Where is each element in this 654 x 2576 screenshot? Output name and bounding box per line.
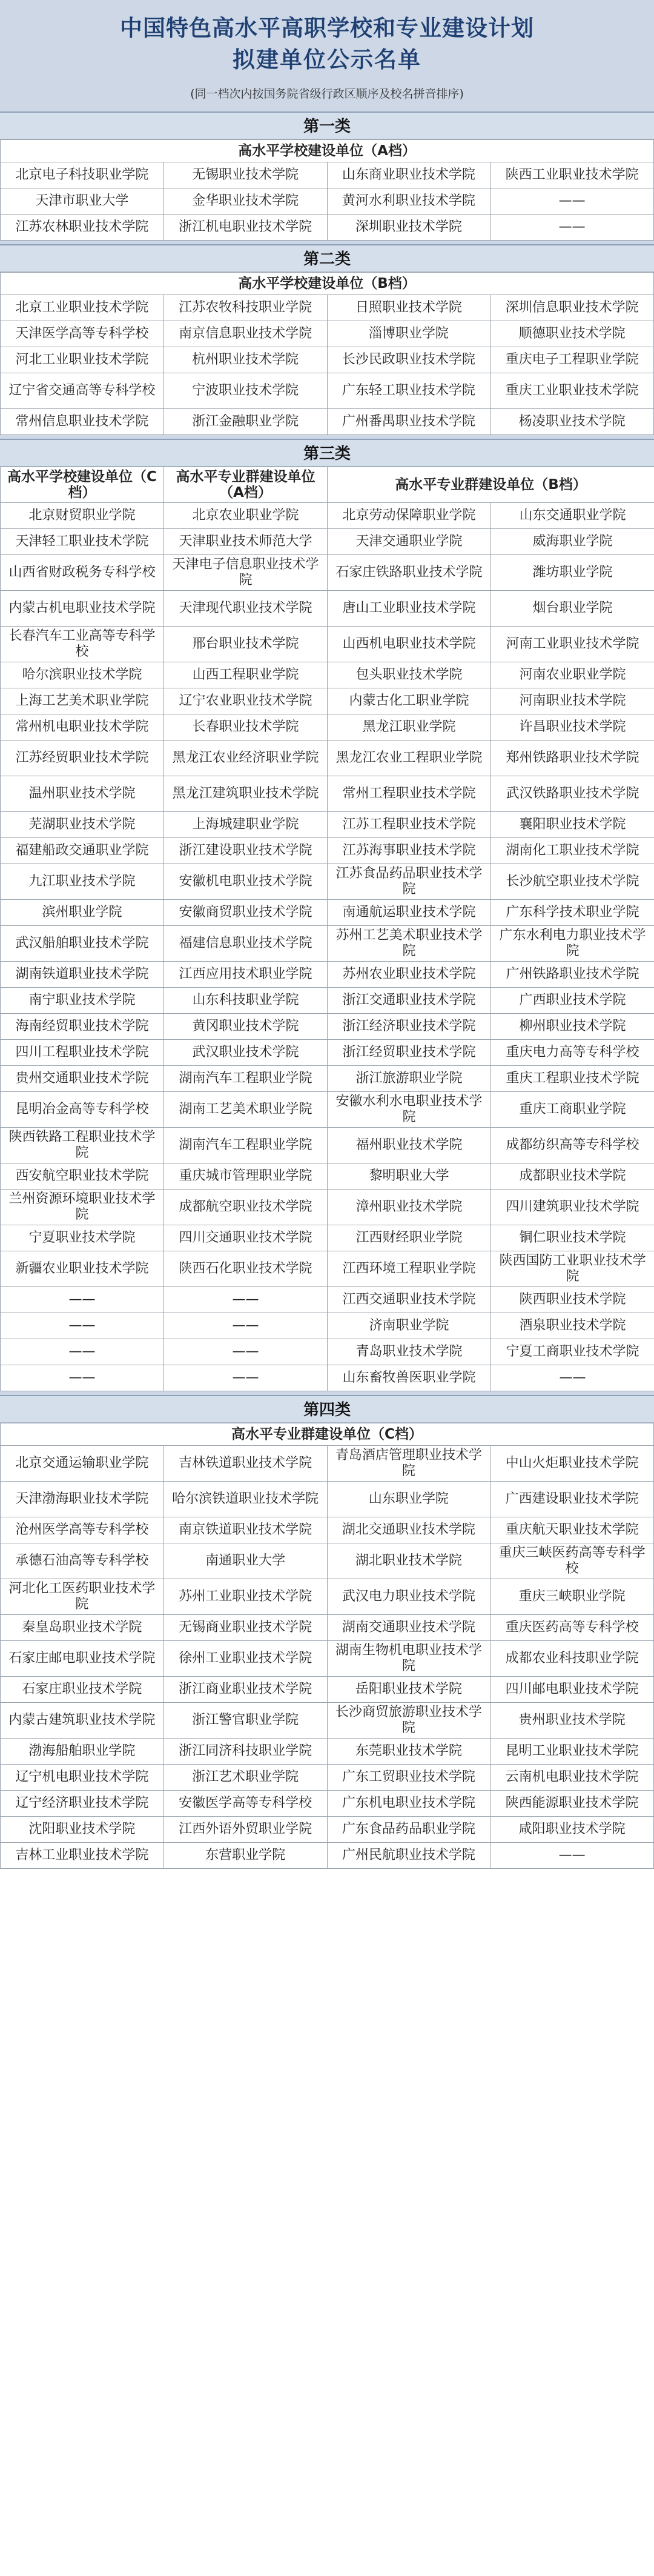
school-name-cell: 江苏工程职业技术学院 [328, 812, 491, 838]
school-name-cell: 浙江交通职业技术学院 [328, 988, 491, 1014]
school-name-cell: 广东轻工职业技术学院 [327, 373, 490, 409]
school-name-cell: 浙江同济科技职业学院 [164, 1739, 327, 1765]
school-name-cell: —— [490, 215, 654, 241]
table-row [1, 1339, 654, 1365]
school-name-cell: 四川交通职业技术学院 [164, 1225, 328, 1251]
table-row [1, 926, 654, 962]
school-name-cell: 浙江商业职业技术学院 [164, 1677, 327, 1703]
school-name-cell: 云南机电职业技术学院 [490, 1765, 654, 1791]
school-name-cell: 许昌职业技术学院 [491, 714, 654, 741]
table-row [1, 373, 654, 409]
school-name-cell: 重庆医药高等专科学校 [490, 1615, 654, 1641]
school-name-cell: 北京财贸职业学院 [1, 503, 164, 529]
school-name-cell: —— [1, 1339, 164, 1365]
school-name-cell: 杨凌职业技术学院 [490, 409, 654, 435]
school-name-cell: 郑州铁路职业技术学院 [491, 741, 654, 776]
school-name-cell: 安徽水利水电职业技术学院 [328, 1092, 491, 1128]
school-name-cell: 湖南铁道职业技术学院 [1, 962, 164, 988]
school-name-cell: 河北化工医药职业技术学院 [1, 1579, 164, 1615]
school-name-cell: 徐州工业职业技术学院 [164, 1641, 327, 1677]
school-name-cell: 长沙民政职业技术学院 [327, 347, 490, 373]
school-name-cell: 广东食品药品职业学院 [327, 1817, 490, 1843]
school-name-cell: 武汉铁路职业技术学院 [491, 776, 654, 812]
school-name-cell: 邢台职业技术学院 [164, 627, 328, 662]
school-name-cell: 湖南交通职业技术学院 [327, 1615, 490, 1641]
school-name-cell: 湖南化工职业技术学院 [491, 838, 654, 864]
school-name-cell: 山东商业职业技术学院 [327, 162, 490, 188]
school-name-cell: 常州工程职业技术学院 [328, 776, 491, 812]
school-name-cell: 岳阳职业技术学院 [327, 1677, 490, 1703]
school-name-cell: 秦皇岛职业技术学院 [1, 1615, 164, 1641]
school-name-cell: 江西财经职业学院 [328, 1225, 491, 1251]
school-name-cell: 四川建筑职业技术学院 [491, 1190, 654, 1225]
table-row [1, 812, 654, 838]
table-cat3 [0, 467, 654, 1391]
school-name-cell: 沈阳职业技术学院 [1, 1817, 164, 1843]
school-name-cell: 武汉电力职业技术学院 [327, 1579, 490, 1615]
table-row [1, 409, 654, 435]
school-name-cell: 深圳职业技术学院 [327, 215, 490, 241]
school-name-cell: 天津电子信息职业技术学院 [164, 555, 328, 591]
table-cat1 [0, 139, 654, 241]
table-body [1, 295, 654, 435]
school-name-cell: 陕西铁路工程职业技术学院 [1, 1128, 164, 1163]
school-name-cell: 济南职业学院 [328, 1313, 491, 1339]
table-row [1, 1313, 654, 1339]
school-name-cell: 深圳信息职业技术学院 [490, 295, 654, 321]
school-name-cell: 长春汽车工业高等专科学校 [1, 627, 164, 662]
table-row [1, 215, 654, 241]
school-name-cell: 南京信息职业技术学院 [164, 321, 327, 347]
school-name-cell: 无锡职业技术学院 [164, 162, 327, 188]
school-name-cell: 重庆城市管理职业学院 [164, 1163, 328, 1190]
table-row [1, 627, 654, 662]
school-name-cell: 咸阳职业技术学院 [490, 1817, 654, 1843]
school-name-cell: 漳州职业技术学院 [328, 1190, 491, 1225]
table-row [1, 295, 654, 321]
school-name-cell: 陕西石化职业技术学院 [164, 1251, 328, 1287]
table-body [1, 503, 654, 1391]
table-row [1, 741, 654, 776]
school-name-cell: 黑龙江职业学院 [328, 714, 491, 741]
table-cat2 [0, 272, 654, 435]
table-row [1, 1677, 654, 1703]
school-name-cell: 铜仁职业技术学院 [491, 1225, 654, 1251]
school-name-cell: 四川工程职业技术学院 [1, 1040, 164, 1066]
school-name-cell: 江西外语外贸职业学院 [164, 1817, 327, 1843]
school-name-cell: 重庆电子工程职业学院 [490, 347, 654, 373]
table-row [1, 1163, 654, 1190]
school-name-cell: 浙江艺术职业学院 [164, 1765, 327, 1791]
table-subheader: 高水平学校建设单位（A档） [1, 140, 654, 162]
table-row [1, 1014, 654, 1040]
table-row [1, 1482, 654, 1517]
school-name-cell: 东莞职业技术学院 [327, 1739, 490, 1765]
school-name-cell: 福建船政交通职业学院 [1, 838, 164, 864]
section-title-cat4: 第四类 [0, 1395, 654, 1423]
school-name-cell: —— [491, 1365, 654, 1391]
school-name-cell: 陕西国防工业职业技术学院 [491, 1251, 654, 1287]
table-subheader: 高水平学校建设单位（B档） [1, 273, 654, 295]
table-row [1, 1579, 654, 1615]
school-name-cell: 安徽医学高等专科学校 [164, 1791, 327, 1817]
school-name-cell: 黑龙江建筑职业技术学院 [164, 776, 328, 812]
table-row [1, 1446, 654, 1482]
school-name-cell: 内蒙古化工职业学院 [328, 688, 491, 714]
table-row [1, 900, 654, 926]
school-name-cell: 福建信息职业技术学院 [164, 926, 328, 962]
school-name-cell: 哈尔滨职业技术学院 [1, 662, 164, 688]
school-name-cell: 安徽商贸职业技术学院 [164, 900, 328, 926]
school-name-cell: 陕西职业技术学院 [491, 1287, 654, 1313]
school-name-cell: 长沙航空职业技术学院 [491, 864, 654, 900]
table-row [1, 1517, 654, 1543]
school-name-cell: 常州机电职业技术学院 [1, 714, 164, 741]
school-name-cell: 浙江金融职业学院 [164, 409, 327, 435]
school-name-cell: 辽宁经济职业技术学院 [1, 1791, 164, 1817]
table-row [1, 1791, 654, 1817]
school-name-cell: 天津医学高等专科学校 [1, 321, 164, 347]
school-name-cell: 湖北交通职业技术学院 [327, 1517, 490, 1543]
school-name-cell: 中山火炬职业技术学院 [490, 1446, 654, 1482]
table-body [1, 1446, 654, 1869]
school-name-cell: 江苏经贸职业技术学院 [1, 741, 164, 776]
school-name-cell: 黑龙江农业经济职业学院 [164, 741, 328, 776]
school-name-cell: 宁波职业技术学院 [164, 373, 327, 409]
school-name-cell: 顺德职业技术学院 [490, 321, 654, 347]
school-name-cell: 山东畜牧兽医职业学院 [328, 1365, 491, 1391]
school-name-cell: 新疆农业职业技术学院 [1, 1251, 164, 1287]
school-name-cell: 常州信息职业技术学院 [1, 409, 164, 435]
school-name-cell: 成都农业科技职业学院 [490, 1641, 654, 1677]
school-name-cell: 兰州资源环境职业技术学院 [1, 1190, 164, 1225]
school-name-cell: 重庆航天职业技术学院 [490, 1517, 654, 1543]
school-name-cell: 辽宁农业职业技术学院 [164, 688, 328, 714]
table-row [1, 714, 654, 741]
school-name-cell: 浙江机电职业技术学院 [164, 215, 327, 241]
school-name-cell: 重庆工业职业技术学院 [490, 373, 654, 409]
school-name-cell: 威海职业学院 [491, 529, 654, 555]
school-name-cell: 江西应用技术职业学院 [164, 962, 328, 988]
school-name-cell: —— [164, 1339, 328, 1365]
school-name-cell: —— [1, 1313, 164, 1339]
table-row [1, 1739, 654, 1765]
table-row [1, 962, 654, 988]
school-name-cell: 辽宁省交通高等专科学校 [1, 373, 164, 409]
table-row [1, 688, 654, 714]
school-name-cell: 浙江警官职业学院 [164, 1703, 327, 1739]
table-row [1, 1543, 654, 1579]
table-body [1, 162, 654, 241]
school-name-cell: 黎明职业大学 [328, 1163, 491, 1190]
school-name-cell: 内蒙古建筑职业技术学院 [1, 1703, 164, 1739]
table-row [1, 591, 654, 627]
school-name-cell: 苏州工艺美术职业技术学院 [328, 926, 491, 962]
school-name-cell: 陕西能源职业技术学院 [490, 1791, 654, 1817]
school-name-cell: 山西机电职业技术学院 [328, 627, 491, 662]
school-name-cell: 湖北职业技术学院 [327, 1543, 490, 1579]
school-name-cell: 山西省财政税务专科学校 [1, 555, 164, 591]
school-name-cell: 上海城建职业学院 [164, 812, 328, 838]
table-row [1, 1128, 654, 1163]
school-name-cell: 天津交通职业学院 [328, 529, 491, 555]
school-name-cell: 重庆三峡医药高等专科学校 [490, 1543, 654, 1579]
school-name-cell: 广西建设职业技术学院 [490, 1482, 654, 1517]
school-name-cell: 上海工艺美术职业学院 [1, 688, 164, 714]
title-line-1: 中国特色高水平高职学校和专业建设计划 [120, 15, 534, 41]
table-row [1, 1190, 654, 1225]
school-name-cell: 北京农业职业学院 [164, 503, 328, 529]
table-subheader: 高水平专业群建设单位（C档） [1, 1423, 654, 1446]
school-name-cell: 湖南汽车工程职业学院 [164, 1128, 328, 1163]
table-row [1, 321, 654, 347]
column-header-c: 高水平学校建设单位（C档） [1, 467, 164, 503]
school-name-cell: 河南职业技术学院 [491, 688, 654, 714]
school-name-cell: 淄博职业学院 [327, 321, 490, 347]
school-name-cell: 石家庄职业技术学院 [1, 1677, 164, 1703]
school-name-cell: 广东科学技术职业学院 [491, 900, 654, 926]
school-name-cell: 浙江经济职业技术学院 [328, 1014, 491, 1040]
school-name-cell: —— [1, 1365, 164, 1391]
table-row [1, 1287, 654, 1313]
school-name-cell: 石家庄铁路职业技术学院 [328, 555, 491, 591]
school-name-cell: 山东交通职业学院 [491, 503, 654, 529]
school-name-cell: 长春职业技术学院 [164, 714, 328, 741]
school-name-cell: —— [1, 1287, 164, 1313]
table-row [1, 188, 654, 215]
table-row [1, 1225, 654, 1251]
school-name-cell: 吉林铁道职业技术学院 [164, 1446, 327, 1482]
school-name-cell: 天津轻工职业技术学院 [1, 529, 164, 555]
school-name-cell: 西安航空职业技术学院 [1, 1163, 164, 1190]
section-title-cat1: 第一类 [0, 111, 654, 139]
school-name-cell: 广西职业技术学院 [491, 988, 654, 1014]
school-name-cell: 宁夏工商职业技术学院 [491, 1339, 654, 1365]
school-name-cell: 江苏农林职业技术学院 [1, 215, 164, 241]
table-row [1, 1615, 654, 1641]
school-name-cell: 海南经贸职业技术学院 [1, 1014, 164, 1040]
school-name-cell: 武汉船舶职业技术学院 [1, 926, 164, 962]
table-row [1, 1040, 654, 1066]
title-line-2: 拟建单位公示名单 [233, 47, 421, 73]
school-name-cell: 成都纺织高等专科学校 [491, 1128, 654, 1163]
school-name-cell: 包头职业技术学院 [328, 662, 491, 688]
school-name-cell: 昆明工业职业技术学院 [490, 1739, 654, 1765]
school-name-cell: 天津职业技术师范大学 [164, 529, 328, 555]
school-name-cell: 烟台职业学院 [491, 591, 654, 627]
school-name-cell: 广州番禺职业技术学院 [327, 409, 490, 435]
school-name-cell: —— [164, 1365, 328, 1391]
school-name-cell: 滨州职业学院 [1, 900, 164, 926]
school-name-cell: 昆明冶金高等专科学校 [1, 1092, 164, 1128]
school-name-cell: 福州职业技术学院 [328, 1128, 491, 1163]
school-name-cell: 襄阳职业技术学院 [491, 812, 654, 838]
school-name-cell: 贵州职业技术学院 [490, 1703, 654, 1739]
school-name-cell: 广州民航职业技术学院 [327, 1843, 490, 1869]
school-name-cell: 北京劳动保障职业学院 [328, 503, 491, 529]
school-name-cell: 石家庄邮电职业技术学院 [1, 1641, 164, 1677]
school-name-cell: 温州职业技术学院 [1, 776, 164, 812]
school-name-cell: 天津市职业大学 [1, 188, 164, 215]
school-name-cell: 河南工业职业技术学院 [491, 627, 654, 662]
table-row [1, 555, 654, 591]
school-name-cell: 黄冈职业技术学院 [164, 1014, 328, 1040]
school-name-cell: —— [490, 1843, 654, 1869]
table-row [1, 1641, 654, 1677]
school-name-cell: 广东机电职业技术学院 [327, 1791, 490, 1817]
school-name-cell: 承德石油高等专科学校 [1, 1543, 164, 1579]
school-name-cell: 山东职业学院 [327, 1482, 490, 1517]
table-row [1, 1765, 654, 1791]
school-name-cell: 九江职业技术学院 [1, 864, 164, 900]
school-name-cell: 南通航运职业技术学院 [328, 900, 491, 926]
school-name-cell: 江苏农牧科技职业学院 [164, 295, 327, 321]
school-name-cell: 广东工贸职业技术学院 [327, 1765, 490, 1791]
school-name-cell: —— [490, 188, 654, 215]
table-row [1, 662, 654, 688]
table-row [1, 838, 654, 864]
ordering-note: (同一档次内按国务院省级行政区顺序及校名拼音排序) [190, 87, 464, 101]
school-name-cell: —— [164, 1313, 328, 1339]
table-row [1, 864, 654, 900]
school-name-cell: 杭州职业技术学院 [164, 347, 327, 373]
school-name-cell: 天津渤海职业技术学院 [1, 1482, 164, 1517]
school-name-cell: 江西交通职业技术学院 [328, 1287, 491, 1313]
school-name-cell: 南京铁道职业技术学院 [164, 1517, 327, 1543]
table-row [1, 347, 654, 373]
school-name-cell: 芜湖职业技术学院 [1, 812, 164, 838]
table-row [1, 776, 654, 812]
school-name-cell: 浙江旅游职业学院 [328, 1066, 491, 1092]
school-name-cell: 北京工业职业技术学院 [1, 295, 164, 321]
school-name-cell: 山西工程职业学院 [164, 662, 328, 688]
table-row [1, 503, 654, 529]
school-name-cell: 浙江经贸职业技术学院 [328, 1040, 491, 1066]
school-name-cell: 四川邮电职业技术学院 [490, 1677, 654, 1703]
school-name-cell: 山东科技职业学院 [164, 988, 328, 1014]
table-row [1, 988, 654, 1014]
school-name-cell: 黑龙江农业工程职业学院 [328, 741, 491, 776]
school-name-cell: 苏州工业职业技术学院 [164, 1579, 327, 1615]
table-row [1, 1843, 654, 1869]
section-title-cat2: 第二类 [0, 244, 654, 272]
school-name-cell: 青岛酒店管理职业技术学院 [327, 1446, 490, 1482]
school-name-cell: 重庆工程职业技术学院 [491, 1066, 654, 1092]
school-name-cell: 南通职业大学 [164, 1543, 327, 1579]
school-name-cell: 重庆工商职业学院 [491, 1092, 654, 1128]
table-row [1, 1092, 654, 1128]
school-name-cell: 陕西工业职业技术学院 [490, 162, 654, 188]
school-name-cell: 辽宁机电职业技术学院 [1, 1765, 164, 1791]
school-name-cell: 湖南生物机电职业技术学院 [327, 1641, 490, 1677]
table-row [1, 1251, 654, 1287]
school-name-cell: 浙江建设职业技术学院 [164, 838, 328, 864]
school-name-cell: 内蒙古机电职业技术学院 [1, 591, 164, 627]
table-row [1, 1365, 654, 1391]
school-name-cell: 吉林工业职业技术学院 [1, 1843, 164, 1869]
school-name-cell: 武汉职业技术学院 [164, 1040, 328, 1066]
school-name-cell: 渤海船舶职业学院 [1, 1739, 164, 1765]
school-name-cell: 北京电子科技职业学院 [1, 162, 164, 188]
school-name-cell: 无锡商业职业技术学院 [164, 1615, 327, 1641]
table-row [1, 1817, 654, 1843]
school-name-cell: 东营职业学院 [164, 1843, 327, 1869]
table-row [1, 1066, 654, 1092]
school-name-cell: 广州铁路职业技术学院 [491, 962, 654, 988]
school-name-cell: 河北工业职业技术学院 [1, 347, 164, 373]
school-name-cell: 湖南汽车工程职业学院 [164, 1066, 328, 1092]
school-name-cell: 安徽机电职业技术学院 [164, 864, 328, 900]
school-name-cell: 黄河水利职业技术学院 [327, 188, 490, 215]
school-name-cell: 成都航空职业技术学院 [164, 1190, 328, 1225]
school-name-cell: 河南农业职业学院 [491, 662, 654, 688]
table-row [1, 529, 654, 555]
school-name-cell: 广东水利电力职业技术学院 [491, 926, 654, 962]
school-name-cell: 哈尔滨铁道职业技术学院 [164, 1482, 327, 1517]
table-row [1, 1703, 654, 1739]
school-name-cell: 宁夏职业技术学院 [1, 1225, 164, 1251]
page-header [0, 0, 654, 108]
school-name-cell: 天津现代职业技术学院 [164, 591, 328, 627]
school-name-cell: 苏州农业职业技术学院 [328, 962, 491, 988]
school-name-cell: 沧州医学高等专科学校 [1, 1517, 164, 1543]
school-name-cell: 唐山工业职业技术学院 [328, 591, 491, 627]
column-header-b: 高水平专业群建设单位（B档） [328, 467, 654, 503]
school-name-cell: 江西环境工程职业学院 [328, 1251, 491, 1287]
school-name-cell: 北京交通运输职业学院 [1, 1446, 164, 1482]
school-name-cell: 贵州交通职业技术学院 [1, 1066, 164, 1092]
school-name-cell: 金华职业技术学院 [164, 188, 327, 215]
school-name-cell: 长沙商贸旅游职业技术学院 [327, 1703, 490, 1739]
school-name-cell: 日照职业技术学院 [327, 295, 490, 321]
school-name-cell: 湖南工艺美术职业学院 [164, 1092, 328, 1128]
school-name-cell: 成都职业技术学院 [491, 1163, 654, 1190]
table-cat4 [0, 1423, 654, 1869]
table-row [1, 162, 654, 188]
school-name-cell: 柳州职业技术学院 [491, 1014, 654, 1040]
school-name-cell: 重庆电力高等专科学校 [491, 1040, 654, 1066]
section-title-cat3: 第三类 [0, 439, 654, 467]
school-name-cell: 潍坊职业学院 [491, 555, 654, 591]
school-name-cell: —— [164, 1287, 328, 1313]
school-name-cell: 江苏食品药品职业技术学院 [328, 864, 491, 900]
column-header-a: 高水平专业群建设单位（A档） [164, 467, 328, 503]
school-name-cell: 重庆三峡职业学院 [490, 1579, 654, 1615]
school-name-cell: 青岛职业技术学院 [328, 1339, 491, 1365]
school-name-cell: 江苏海事职业技术学院 [328, 838, 491, 864]
school-name-cell: 南宁职业技术学院 [1, 988, 164, 1014]
school-name-cell: 酒泉职业技术学院 [491, 1313, 654, 1339]
